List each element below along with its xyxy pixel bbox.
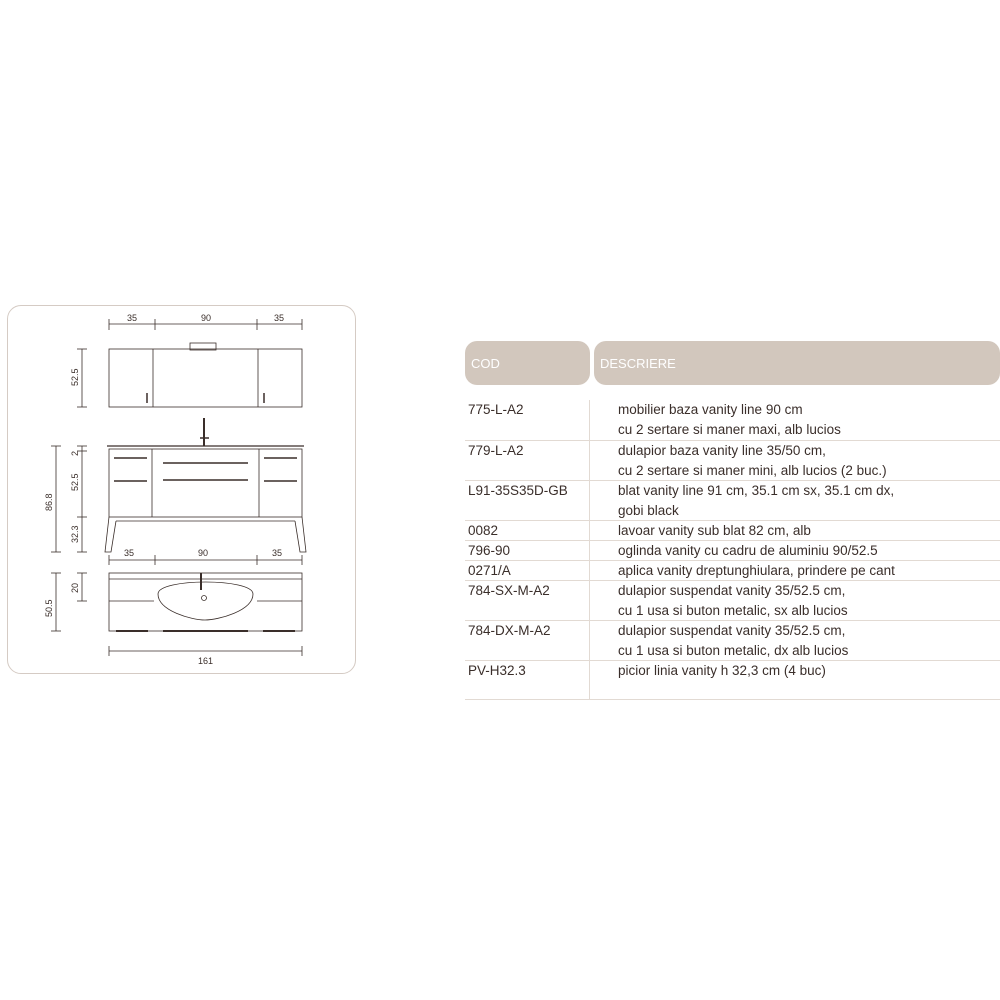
dim-sink-depth: 20 [70,582,80,593]
table-body [465,400,1000,700]
table-row [465,400,1000,441]
row-description: lavoar vanity sub blat 82 cm, alb [618,523,811,538]
dim-top-left: 35 [127,313,138,323]
table-row [465,521,1000,541]
header-cod: COD [465,341,590,385]
row-description: dulapior baza vanity line 35/50 cm, cu 2 sertare si maner mini, alb lucios (2 buc.) [618,443,887,478]
row-cod: 796-90 [465,541,590,560]
dim-leg-height: 32.3 [70,525,80,543]
spec-table [465,341,1000,678]
row-description: dulapior suspendat vanity 35/52.5 cm, cu 1 usa si buton metalic, sx alb lucios [618,583,848,618]
dim-mid-middle: 90 [198,548,209,558]
technical-drawing-panel [7,305,356,674]
table-row [465,481,1000,521]
row-description: oglinda vanity cu cadru de aluminiu 90/52.5 [618,543,878,558]
row-description: blat vanity line 91 cm, 35.1 cm sx, 35.1 cm dx, gobi black [618,483,895,518]
row-cod: 784-SX-M-A2 [465,581,590,620]
table-row [465,561,1000,581]
row-description: aplica vanity dreptunghiulara, prindere pe cant [618,563,895,578]
row-cod: 775-L-A2 [465,400,590,440]
row-cod: 0082 [465,521,590,540]
dim-total-height: 86.8 [44,493,54,511]
row-cod: PV-H32.3 [465,661,590,699]
technical-drawing [8,306,357,675]
dim-wall-height: 52.5 [70,368,80,386]
row-cod: 779-L-A2 [465,441,590,480]
dim-mid-left: 35 [124,548,135,558]
dim-cabinet-height: 52.5 [70,473,80,491]
dim-top-thickness: 2 [70,450,80,456]
row-description: dulapior suspendat vanity 35/52.5 cm, cu 1 usa si buton metalic, dx alb lucios [618,623,849,658]
dim-top-right: 35 [274,313,285,323]
dim-mid-right: 35 [272,548,283,558]
row-cod: 0271/A [465,561,590,580]
row-description: picior linia vanity h 32,3 cm (4 buc) [618,663,826,678]
dim-plan-depth: 50.5 [44,599,54,617]
header-descriere: DESCRIERE [594,341,1000,385]
table-row [465,541,1000,561]
table-row [465,581,1000,621]
table-header [465,341,1000,385]
row-description: mobilier baza vanity line 90 cm cu 2 sertare si maner maxi, alb lucios [618,402,841,437]
table-row [465,661,1000,700]
dim-total-width: 161 [198,656,214,666]
dim-top-middle: 90 [201,313,212,323]
row-cod: 784-DX-M-A2 [465,621,590,660]
table-row [465,621,1000,661]
row-cod: L91-35S35D-GB [465,481,590,520]
table-row [465,441,1000,481]
